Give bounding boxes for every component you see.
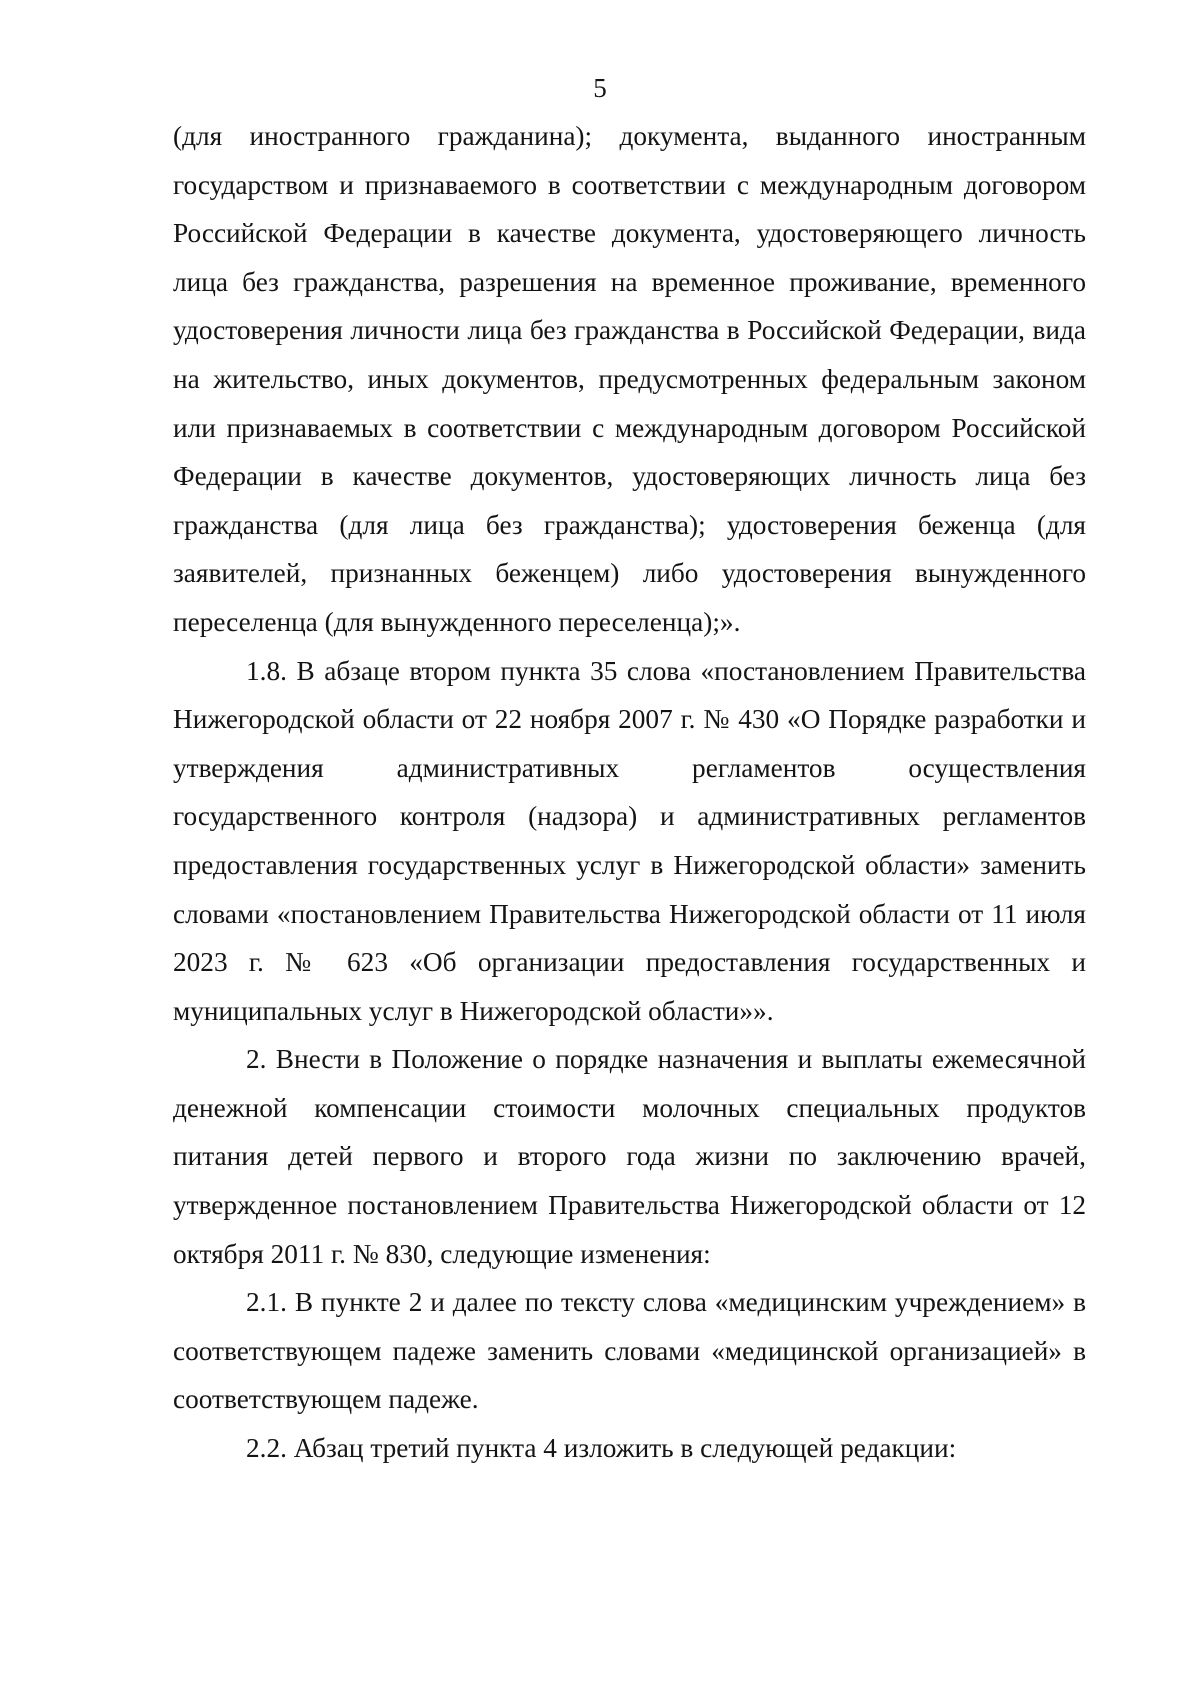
- document-body: [173, 112, 1086, 1473]
- page-number: 5: [593, 73, 607, 103]
- paragraph-item-2-1: 2.1. В пункте 2 и далее по тексту слова «медицинским учреждением» в соответствующем падеже заменить словами «медицинской организацией» в соответствующем падеже.: [173, 1287, 1086, 1415]
- paragraph-item-1-8: 1.8. В абзаце втором пункта 35 слова «постановлением Правительства Нижегородской области от 22 ноября 2007 г. № 430 «О Порядке разработки и утверждения административных регламентов осуществления государственного контроля (надзора) и административных регламентов предоставления государственных услуг в Нижегородской области» заменить словами «постановлением Правительства Нижегородской области от 11 июля 2023 г. № 623 «Об организации предоставления государственных и муниципальных услуг в Нижегородской области»».: [173, 655, 1086, 1026]
- paragraph-item-2-2: 2.2. Абзац третий пункта 4 изложить в следующей редакции:: [246, 1433, 957, 1464]
- paragraph-continuation: (для иностранного гражданина); документа, выданного иностранным государством и признаваемого в соответствии с международным договором Российской Федерации в качестве документа, удостоверяющего личность лица без гражданства, разрешения на временное проживание, временного удостоверения личности лица без гражданства в Российской Федерации, вида на жительство, иных документов, предусмотренных федеральным законом или признаваемых в соответствии с международным договором Российской Федерации в качестве документов, удостоверяющих личность лица без гражданства (для лица без гражданства); удостоверения беженца (для заявителей, признанных беженцем) либо удостоверения вынужденного переселенца (для вынужденного переселенца);».: [173, 121, 1086, 637]
- paragraph-item-2: 2. Внести в Положение о порядке назначения и выплаты ежемесячной денежной компенсации стоимости молочных специальных продуктов питания детей первого и второго года жизни по заключению врачей, утвержденное постановлением Правительства Нижегородской области от 12 октября 2011 г. № 830, следующие изменения:: [173, 1044, 1086, 1269]
